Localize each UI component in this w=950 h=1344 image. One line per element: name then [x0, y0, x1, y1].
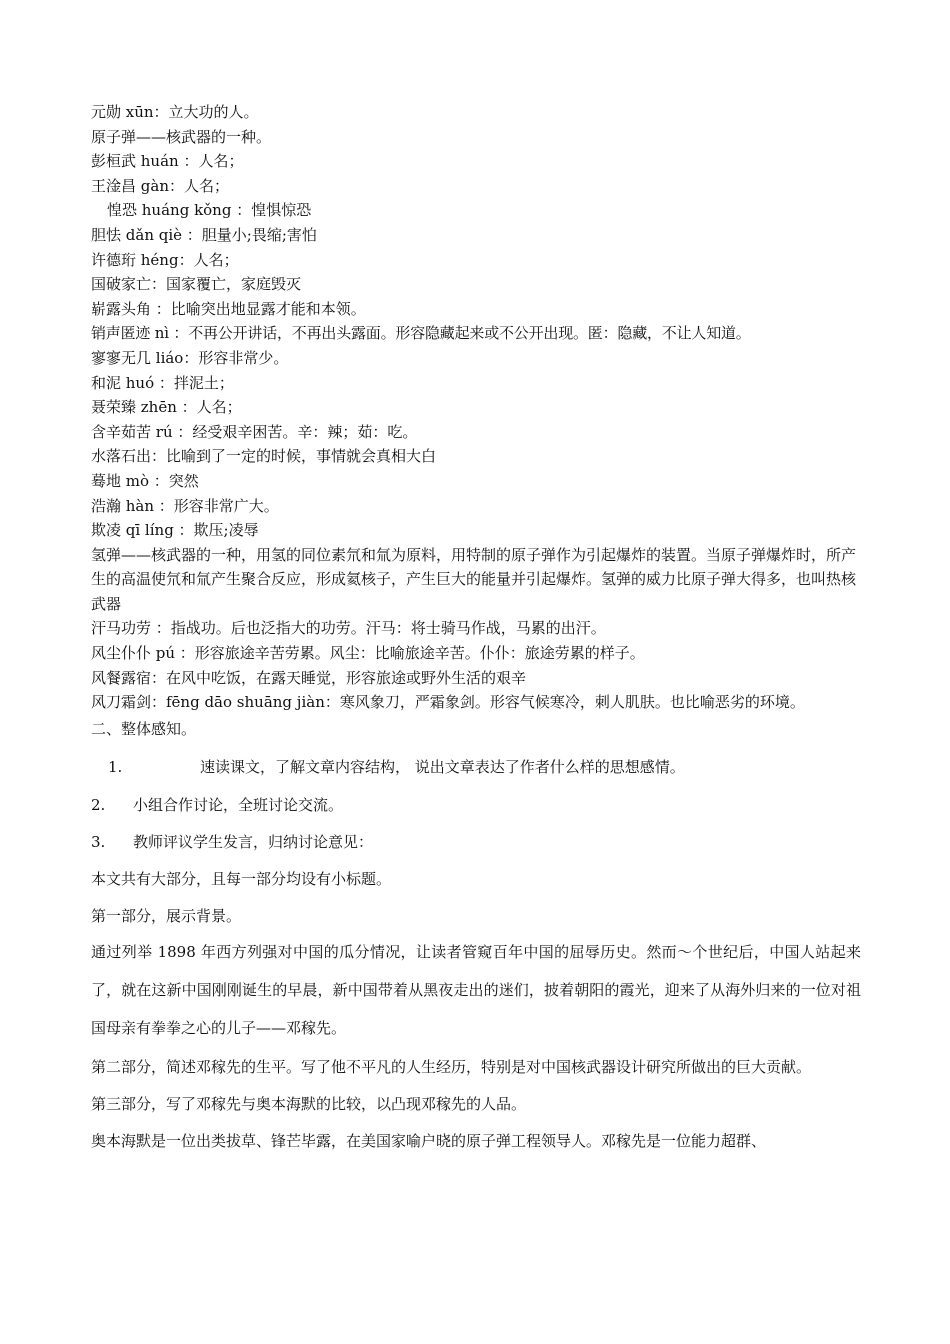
- summary-paragraph: 本文共有大部分，且每一部分均设有小标题。: [91, 869, 392, 888]
- vocab-item: 销声匿迹 nì ：不再公开讲话，不再出头露面。形容隐藏起来或不公开出现。匿：隐藏，不让人知道。: [91, 324, 751, 343]
- vocab-item: 王淦昌 gàn：人名；: [91, 176, 229, 195]
- vocab-item: 欺凌 qī líng ：欺压;凌辱: [91, 521, 259, 540]
- list-number: 1.: [108, 757, 123, 776]
- list-number: 2.: [91, 795, 106, 814]
- list-number: 3.: [91, 832, 106, 851]
- vocab-item: 许德珩 héng：人名；: [91, 250, 239, 269]
- vocab-item: 元勋 xūn：立大功的人。: [91, 103, 259, 121]
- list-text: 教师评议学生发言，归纳讨论意见：: [133, 832, 374, 851]
- list-item: [91, 830, 861, 854]
- vocab-item: 寥寥无几 liáo：形容非常少。: [91, 348, 289, 367]
- document-page: [91, 100, 861, 1153]
- vocab-item: 汗马功劳 ：指战功。后也泛指大的功劳。汗马：将士骑马作战，马累的出汗。: [91, 619, 606, 638]
- vocabulary-list: [91, 100, 861, 715]
- vocab-item: 原子弹——核武器的一种。: [91, 127, 272, 146]
- part3-body: 奥本海默是一位出类拔草、锋芒毕露，在美国家喻户晓的原子弹工程领导人。邓稼先是一位能力超群、: [91, 1131, 767, 1150]
- vocab-item: 惶恐 huáng kǒng ：惶惧惊恐: [107, 201, 312, 220]
- vocab-item: 氢弹——核武器的一种，用氢的同位素氘和氚为原料，用特制的原子弹作为引起爆炸的装置。当原子弹爆炸时，所产生的高温使氘和氚产生聚合反应，形成氦核子，产生巨大的能量并引起爆炸。氢弹的威力比原子弹大得多，也叫热核武器: [91, 545, 857, 613]
- part3-title: 第三部分，写了邓稼先与奥本海默的比较，以凸现邓稼先的人品。: [91, 1094, 527, 1113]
- part1-body: 通过列举 1898 年西方列强对中国的瓜分情况，让读者管窥百年中国的屈辱历史。然而～个世纪后，中国人站起来了，就在这新中国刚刚诞生的早晨，新中国带着从黑夜走出的迷们，披着朝阳的霞光，迎来了从海外归来的一位对祖国母亲有拳拳之心的儿子——邓稼先。: [91, 942, 861, 1037]
- vocab-item: 风餐露宿：在风中吃饭，在露天睡觉，形容旅途或野外生活的艰辛: [91, 668, 527, 687]
- vocab-item: 风刀霜剑：fēng dāo shuāng jiàn：寒风象刀，严霜象剑。形容气候寒冷，刺人肌肤。也比喻恶劣的环境。: [91, 693, 805, 712]
- section-heading: 二、整体感知。: [91, 719, 197, 738]
- vocab-item: 国破家亡：国家覆亡，家庭毁灭: [91, 275, 302, 294]
- vocab-item: 胆怯 dǎn qiè ：胆量小;畏缩;害怕: [91, 225, 317, 244]
- list-text: 小组合作讨论，全班讨论交流。: [133, 795, 344, 814]
- vocab-item: 蓦地 mò ：突然: [91, 471, 199, 490]
- vocab-item: 水落石出：比喻到了一定的时候，事情就会真相大白: [91, 447, 437, 466]
- list-item: [91, 793, 861, 817]
- vocab-item: 崭露头角 ：比喻突出地显露才能和本领。: [91, 299, 366, 318]
- list-text: 速读课文，了解文章内容结构， 说出文章表达了作者什么样的思想感情。: [200, 757, 685, 776]
- vocab-item: 浩瀚 hàn ：形容非常广大。: [91, 496, 279, 515]
- part1-title: 第一部分，展示背景。: [91, 906, 242, 925]
- vocab-item: 聂荣臻 zhēn ：人名；: [91, 398, 242, 417]
- vocab-item: 彭桓武 huán ：人名；: [91, 152, 244, 171]
- list-item: [91, 755, 861, 779]
- vocab-item: 风尘仆仆 pú ：形容旅途辛苦劳累。风尘：比喻旅途辛苦。仆仆：旅途劳累的样子。: [91, 644, 645, 663]
- vocab-item: 和泥 huó ：拌泥土；: [91, 373, 234, 392]
- part2-body: 第二部分，简述邓稼先的生平。写了他不平凡的人生经历，特别是对中国核武器设计研究所做出的巨大贡献。: [91, 1057, 812, 1076]
- vocab-item: 含辛茹苦 rú ：经受艰辛困苦。辛：辣；茹：吃。: [91, 422, 418, 441]
